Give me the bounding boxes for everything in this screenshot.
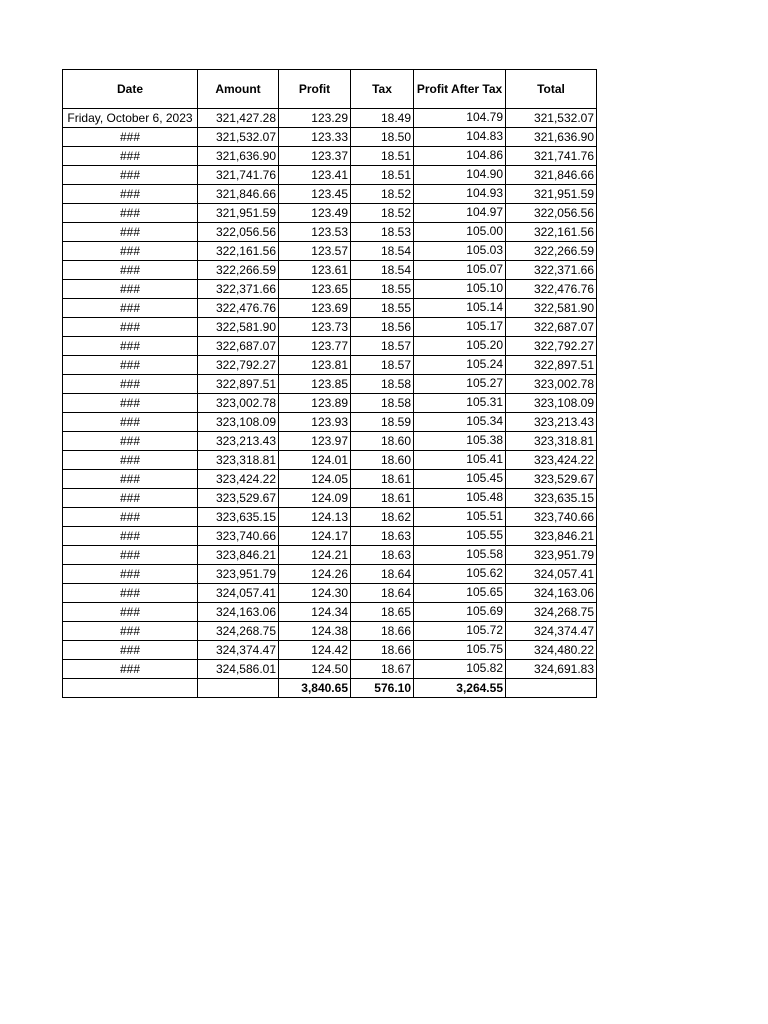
cell-profit-after-tax: 105.34 — [414, 413, 506, 432]
cell-profit: 123.49 — [279, 204, 351, 223]
cell-profit: 124.30 — [279, 584, 351, 603]
cell-amount: 321,636.90 — [198, 147, 279, 166]
cell-date: ### — [63, 622, 198, 641]
cell-amount: 321,951.59 — [198, 204, 279, 223]
cell-amount: 322,581.90 — [198, 318, 279, 337]
cell-date: ### — [63, 527, 198, 546]
cell-amount: 323,740.66 — [198, 527, 279, 546]
cell-profit-after-tax: 105.69 — [414, 603, 506, 622]
cell-profit-after-tax: 105.51 — [414, 508, 506, 527]
cell-profit-after-tax: 105.27 — [414, 375, 506, 394]
cell-profit: 124.38 — [279, 622, 351, 641]
cell-date: ### — [63, 147, 198, 166]
cell-date: ### — [63, 204, 198, 223]
cell-amount: 322,161.56 — [198, 242, 279, 261]
cell-total: 322,897.51 — [506, 356, 597, 375]
cell-profit-after-tax: 105.20 — [414, 337, 506, 356]
column-header-amount: Amount — [198, 70, 279, 109]
table-row — [63, 622, 597, 641]
cell-total: 322,161.56 — [506, 223, 597, 242]
cell-amount: 322,266.59 — [198, 261, 279, 280]
table-row — [63, 584, 597, 603]
table-row — [63, 204, 597, 223]
table-row — [63, 641, 597, 660]
cell-total: 322,792.27 — [506, 337, 597, 356]
totals-row — [63, 679, 597, 698]
cell-profit-after-tax: 105.03 — [414, 242, 506, 261]
cell-tax: 18.64 — [351, 565, 414, 584]
cell-tax: 18.53 — [351, 223, 414, 242]
cell-date: ### — [63, 451, 198, 470]
cell-profit: 124.50 — [279, 660, 351, 679]
cell-total: 322,476.76 — [506, 280, 597, 299]
cell-total: 321,951.59 — [506, 185, 597, 204]
total-cell-profit: 3,840.65 — [279, 679, 351, 698]
cell-tax: 18.56 — [351, 318, 414, 337]
table-row — [63, 147, 597, 166]
table-row — [63, 546, 597, 565]
cell-total: 324,480.22 — [506, 641, 597, 660]
cell-profit: 123.97 — [279, 432, 351, 451]
cell-profit-after-tax: 104.90 — [414, 166, 506, 185]
cell-profit: 123.57 — [279, 242, 351, 261]
cell-tax: 18.65 — [351, 603, 414, 622]
cell-amount: 323,846.21 — [198, 546, 279, 565]
cell-tax: 18.50 — [351, 128, 414, 147]
cell-amount: 322,687.07 — [198, 337, 279, 356]
cell-date: ### — [63, 223, 198, 242]
cell-total: 323,424.22 — [506, 451, 597, 470]
cell-amount: 324,057.41 — [198, 584, 279, 603]
cell-date: Friday, October 6, 2023 — [63, 109, 198, 128]
cell-profit-after-tax: 104.86 — [414, 147, 506, 166]
table-row — [63, 166, 597, 185]
cell-amount: 323,108.09 — [198, 413, 279, 432]
table-row — [63, 185, 597, 204]
cell-date: ### — [63, 375, 198, 394]
column-header-profit: Profit — [279, 70, 351, 109]
cell-date: ### — [63, 356, 198, 375]
cell-amount: 322,056.56 — [198, 223, 279, 242]
total-cell-profit-after-tax: 3,264.55 — [414, 679, 506, 698]
cell-profit-after-tax: 105.65 — [414, 584, 506, 603]
cell-tax: 18.67 — [351, 660, 414, 679]
cell-amount: 324,374.47 — [198, 641, 279, 660]
cell-amount: 322,371.66 — [198, 280, 279, 299]
cell-profit-after-tax: 105.58 — [414, 546, 506, 565]
cell-profit: 124.21 — [279, 546, 351, 565]
cell-profit: 124.26 — [279, 565, 351, 584]
table-row — [63, 375, 597, 394]
cell-total: 322,371.66 — [506, 261, 597, 280]
table-row — [63, 109, 597, 128]
cell-tax: 18.61 — [351, 470, 414, 489]
column-header-profit-after-tax: Profit After Tax — [414, 70, 506, 109]
table-body — [63, 109, 597, 679]
cell-profit-after-tax: 105.14 — [414, 299, 506, 318]
cell-amount: 324,268.75 — [198, 622, 279, 641]
cell-amount: 323,529.67 — [198, 489, 279, 508]
table-row — [63, 527, 597, 546]
table-row — [63, 565, 597, 584]
table-row — [63, 242, 597, 261]
cell-profit: 123.81 — [279, 356, 351, 375]
cell-date: ### — [63, 565, 198, 584]
table-row — [63, 432, 597, 451]
cell-tax: 18.60 — [351, 432, 414, 451]
cell-total: 324,374.47 — [506, 622, 597, 641]
cell-total: 324,057.41 — [506, 565, 597, 584]
cell-total: 323,108.09 — [506, 394, 597, 413]
cell-date: ### — [63, 546, 198, 565]
cell-profit-after-tax: 105.72 — [414, 622, 506, 641]
cell-total: 323,740.66 — [506, 508, 597, 527]
table-row — [63, 508, 597, 527]
cell-profit-after-tax: 105.24 — [414, 356, 506, 375]
cell-tax: 18.59 — [351, 413, 414, 432]
cell-total: 323,846.21 — [506, 527, 597, 546]
cell-profit: 123.73 — [279, 318, 351, 337]
cell-total: 323,951.79 — [506, 546, 597, 565]
cell-profit-after-tax: 105.82 — [414, 660, 506, 679]
cell-profit: 124.13 — [279, 508, 351, 527]
cell-date: ### — [63, 185, 198, 204]
cell-amount: 321,741.76 — [198, 166, 279, 185]
cell-tax: 18.63 — [351, 527, 414, 546]
total-cell-tax: 576.10 — [351, 679, 414, 698]
cell-profit: 123.65 — [279, 280, 351, 299]
cell-amount: 321,532.07 — [198, 128, 279, 147]
cell-total: 321,636.90 — [506, 128, 597, 147]
data-table — [62, 69, 597, 698]
cell-profit: 123.53 — [279, 223, 351, 242]
header-row — [63, 70, 597, 109]
table-row — [63, 261, 597, 280]
cell-total: 323,002.78 — [506, 375, 597, 394]
table-row — [63, 394, 597, 413]
column-header-total: Total — [506, 70, 597, 109]
column-header-tax: Tax — [351, 70, 414, 109]
cell-date: ### — [63, 641, 198, 660]
cell-total: 322,266.59 — [506, 242, 597, 261]
cell-tax: 18.54 — [351, 261, 414, 280]
cell-tax: 18.55 — [351, 299, 414, 318]
table-row — [63, 489, 597, 508]
table-row — [63, 318, 597, 337]
cell-tax: 18.58 — [351, 394, 414, 413]
cell-profit: 123.33 — [279, 128, 351, 147]
cell-total: 321,846.66 — [506, 166, 597, 185]
cell-date: ### — [63, 660, 198, 679]
cell-amount: 321,846.66 — [198, 185, 279, 204]
cell-profit: 124.17 — [279, 527, 351, 546]
cell-tax: 18.63 — [351, 546, 414, 565]
cell-total: 322,581.90 — [506, 299, 597, 318]
cell-profit: 124.05 — [279, 470, 351, 489]
cell-date: ### — [63, 508, 198, 527]
cell-profit: 124.34 — [279, 603, 351, 622]
cell-amount: 324,586.01 — [198, 660, 279, 679]
cell-date: ### — [63, 603, 198, 622]
total-cell-total — [506, 679, 597, 698]
table-row — [63, 451, 597, 470]
cell-profit: 123.41 — [279, 166, 351, 185]
cell-amount: 323,318.81 — [198, 451, 279, 470]
table-row — [63, 299, 597, 318]
cell-profit-after-tax: 104.93 — [414, 185, 506, 204]
cell-profit: 124.01 — [279, 451, 351, 470]
cell-profit-after-tax: 105.07 — [414, 261, 506, 280]
cell-profit-after-tax: 105.55 — [414, 527, 506, 546]
cell-tax: 18.62 — [351, 508, 414, 527]
cell-tax: 18.57 — [351, 356, 414, 375]
cell-profit-after-tax: 105.45 — [414, 470, 506, 489]
cell-total: 323,318.81 — [506, 432, 597, 451]
cell-profit: 123.85 — [279, 375, 351, 394]
cell-amount: 323,424.22 — [198, 470, 279, 489]
cell-tax: 18.66 — [351, 641, 414, 660]
cell-total: 323,213.43 — [506, 413, 597, 432]
cell-tax: 18.58 — [351, 375, 414, 394]
cell-profit-after-tax: 105.41 — [414, 451, 506, 470]
cell-date: ### — [63, 489, 198, 508]
cell-tax: 18.55 — [351, 280, 414, 299]
cell-profit-after-tax: 105.62 — [414, 565, 506, 584]
table-row — [63, 470, 597, 489]
cell-amount: 324,163.06 — [198, 603, 279, 622]
total-cell-date — [63, 679, 198, 698]
cell-profit-after-tax: 105.10 — [414, 280, 506, 299]
cell-total: 324,268.75 — [506, 603, 597, 622]
cell-tax: 18.52 — [351, 185, 414, 204]
cell-profit-after-tax: 104.97 — [414, 204, 506, 223]
cell-tax: 18.51 — [351, 166, 414, 185]
cell-profit: 123.69 — [279, 299, 351, 318]
cell-profit-after-tax: 104.83 — [414, 128, 506, 147]
cell-date: ### — [63, 337, 198, 356]
cell-profit: 123.77 — [279, 337, 351, 356]
table-row — [63, 356, 597, 375]
cell-profit: 123.61 — [279, 261, 351, 280]
cell-date: ### — [63, 299, 198, 318]
cell-tax: 18.54 — [351, 242, 414, 261]
cell-profit-after-tax: 105.38 — [414, 432, 506, 451]
cell-total: 321,532.07 — [506, 109, 597, 128]
cell-tax: 18.60 — [351, 451, 414, 470]
cell-amount: 323,002.78 — [198, 394, 279, 413]
cell-tax: 18.57 — [351, 337, 414, 356]
cell-amount: 322,476.76 — [198, 299, 279, 318]
cell-profit: 123.45 — [279, 185, 351, 204]
cell-total: 322,687.07 — [506, 318, 597, 337]
cell-amount: 322,792.27 — [198, 356, 279, 375]
cell-tax: 18.66 — [351, 622, 414, 641]
cell-date: ### — [63, 470, 198, 489]
cell-tax: 18.49 — [351, 109, 414, 128]
cell-total: 324,163.06 — [506, 584, 597, 603]
cell-profit-after-tax: 105.31 — [414, 394, 506, 413]
table-row — [63, 128, 597, 147]
cell-date: ### — [63, 318, 198, 337]
table-row — [63, 223, 597, 242]
cell-amount: 322,897.51 — [198, 375, 279, 394]
cell-date: ### — [63, 584, 198, 603]
table-row — [63, 280, 597, 299]
cell-total: 323,529.67 — [506, 470, 597, 489]
cell-date: ### — [63, 432, 198, 451]
cell-date: ### — [63, 394, 198, 413]
cell-profit: 124.09 — [279, 489, 351, 508]
cell-profit: 123.93 — [279, 413, 351, 432]
cell-profit-after-tax: 105.00 — [414, 223, 506, 242]
cell-date: ### — [63, 280, 198, 299]
cell-profit: 123.89 — [279, 394, 351, 413]
cell-tax: 18.51 — [351, 147, 414, 166]
cell-date: ### — [63, 242, 198, 261]
table-row — [63, 603, 597, 622]
cell-date: ### — [63, 261, 198, 280]
cell-profit-after-tax: 105.75 — [414, 641, 506, 660]
table-row — [63, 413, 597, 432]
cell-amount: 323,213.43 — [198, 432, 279, 451]
cell-total: 321,741.76 — [506, 147, 597, 166]
cell-amount: 323,635.15 — [198, 508, 279, 527]
table-row — [63, 337, 597, 356]
cell-tax: 18.64 — [351, 584, 414, 603]
cell-tax: 18.61 — [351, 489, 414, 508]
cell-amount: 323,951.79 — [198, 565, 279, 584]
cell-amount: 321,427.28 — [198, 109, 279, 128]
cell-date: ### — [63, 128, 198, 147]
table-row — [63, 660, 597, 679]
cell-date: ### — [63, 166, 198, 185]
cell-total: 323,635.15 — [506, 489, 597, 508]
cell-profit-after-tax: 105.17 — [414, 318, 506, 337]
cell-date: ### — [63, 413, 198, 432]
cell-profit-after-tax: 105.48 — [414, 489, 506, 508]
cell-profit-after-tax: 104.79 — [414, 109, 506, 128]
cell-total: 324,691.83 — [506, 660, 597, 679]
cell-profit: 123.37 — [279, 147, 351, 166]
cell-profit: 124.42 — [279, 641, 351, 660]
cell-tax: 18.52 — [351, 204, 414, 223]
total-cell-amount — [198, 679, 279, 698]
cell-total: 322,056.56 — [506, 204, 597, 223]
cell-profit: 123.29 — [279, 109, 351, 128]
column-header-date: Date — [63, 70, 198, 109]
